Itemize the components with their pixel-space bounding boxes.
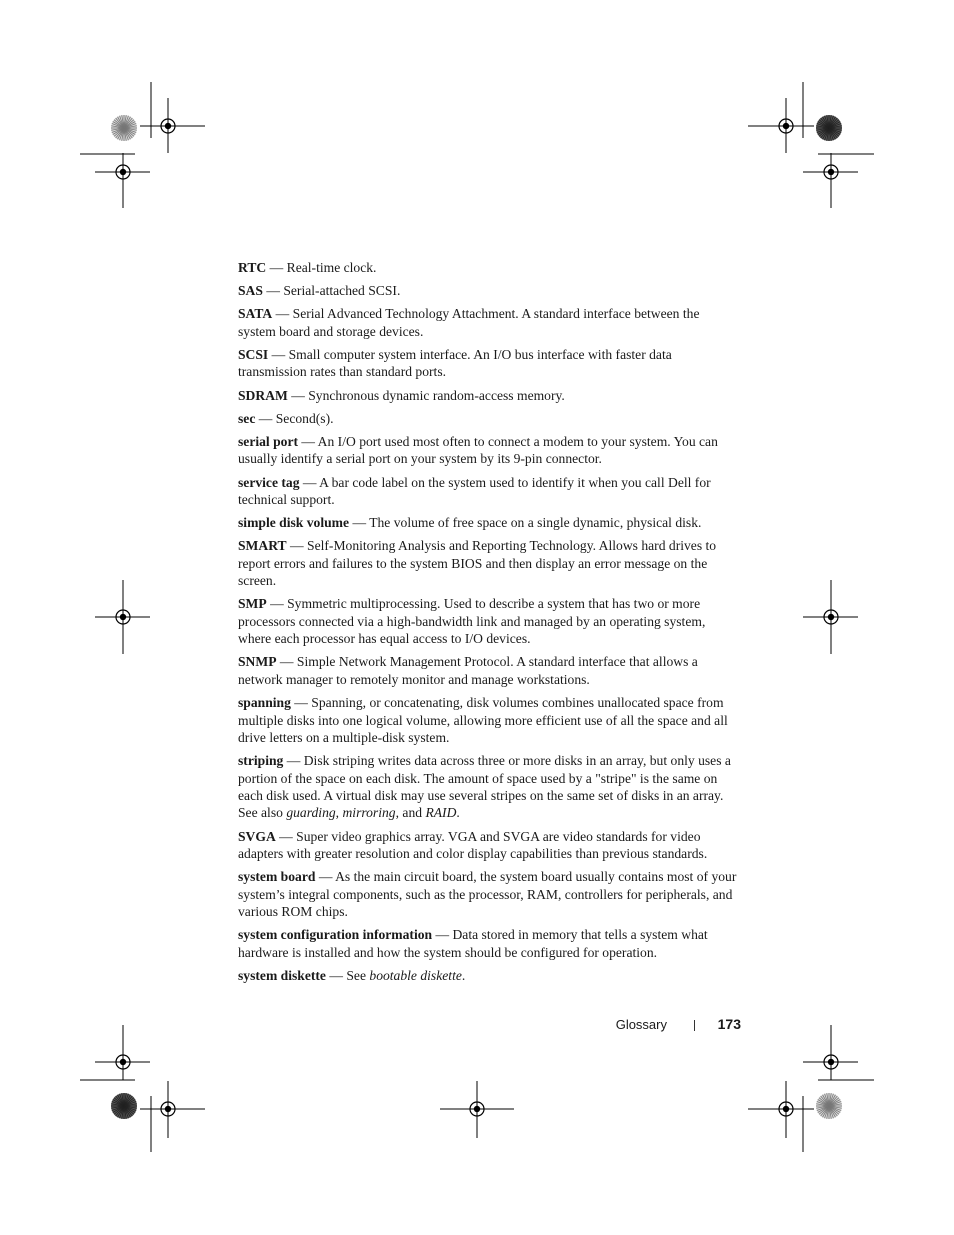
star-target-icon (816, 1093, 842, 1119)
glossary-term: SATA (238, 306, 273, 322)
glossary-term: SCSI (238, 347, 269, 363)
cross-reference: bootable diskette (369, 967, 462, 983)
glossary-term: RTC (238, 260, 267, 275)
star-target-icon (111, 115, 137, 141)
glossary-definition: An I/O port used most often to connect a modem to your system. You can usually identify a serial port on your system by its 9-pin connector. (238, 434, 718, 467)
glossary-definition: Spanning, or concatenating, disk volumes combines unallocated space from multiple disks into one logical volume, allowing more efficient use of all the space and all drive letters on a multiple-disk system. (238, 695, 728, 745)
cross-reference: guarding (286, 805, 336, 821)
glossary-definition: Self-Monitoring Analysis and Reporting Technology. Allows hard drives to report errors and failures to the system BIOS and then display an error message on the screen. (238, 538, 717, 589)
star-target-icon (111, 1093, 137, 1119)
glossary-term: SDRAM (238, 387, 288, 403)
glossary-entry: spanning — Spanning, or concatenating, disk volumes combines unallocated space from multiple disks into one logical volume, allowing more efficient use of all the space and all drive letters on a multiple-disk system. (238, 695, 728, 745)
glossary-definition: Second(s). (275, 410, 334, 426)
cross-reference: RAID (425, 805, 457, 821)
glossary-definition: Symmetric multiprocessing. Used to describe a system that has two or more processors connected via a high-bandwidth link and managed by an operating system, where each processor has equal access to I/O devices. (238, 596, 706, 647)
glossary-term: SMART (238, 538, 287, 554)
glossary-entry: sec — Second(s). (238, 410, 334, 426)
glossary-definition: Serial Advanced Technology Attachment. A standard interface between the system board and storage devices. (238, 306, 700, 339)
glossary-term: SAS (238, 283, 263, 299)
glossary-term: system diskette (238, 967, 326, 983)
glossary-term: striping (238, 753, 284, 769)
glossary-term: system configuration information (238, 927, 433, 943)
glossary-entry: SVGA — Super video graphics array. VGA and SVGA are video standards for video adapters with greater resolution and color display capabilities than previous standards. (238, 828, 708, 861)
glossary-entry: simple disk volume — The volume of free space on a single dynamic, physical disk. (238, 515, 702, 531)
glossary-term: simple disk volume (238, 515, 350, 531)
glossary-entry: system diskette — See bootable diskette. (238, 967, 466, 983)
glossary-entry: SMART — Self-Monitoring Analysis and Reporting Technology. Allows hard drives to report errors and failures to the system BIOS and then display an error message on the screen. (238, 538, 717, 589)
glossary-definition: Real-time clock. (286, 260, 377, 275)
glossary-entry: SATA — Serial Advanced Technology Attachment. A standard interface between the system board and storage devices. (238, 306, 700, 339)
glossary-definition: Data stored in memory that tells a system what hardware is installed and how the system should be configured for operation. (238, 927, 708, 960)
glossary-entry: service tag — A bar code label on the system used to identify it when you call Dell for technical support. (238, 474, 711, 508)
page-number: 173 (717, 1016, 741, 1032)
glossary-entry: SAS — Serial-attached SCSI. (238, 283, 401, 299)
glossary-entry: system board — As the main circuit board, the system board usually contains most of your system’s integral components, such as the processor, RAM, controllers for peripherals, and various ROM chips. (238, 869, 737, 919)
glossary-entry: RTC — Real-time clock. (238, 260, 377, 275)
glossary-term: SMP (238, 596, 267, 612)
star-target-icon (816, 115, 842, 141)
glossary-list (238, 259, 738, 990)
glossary-definition: Super video graphics array. VGA and SVGA are video standards for video adapters with greater resolution and color display capabilities than previous standards. (238, 828, 708, 861)
glossary-entry: SNMP — Simple Network Management Protocol. A standard interface that allows a network manager to remotely monitor and manage workstations. (238, 654, 698, 687)
glossary-entry: SMP — Symmetric multiprocessing. Used to describe a system that has two or more processors connected via a high-bandwidth link and managed by an operating system, where each processor has equal access to I/O devices. (238, 596, 706, 647)
glossary-definition: As the main circuit board, the system board usually contains most of your system’s integral components, such as the processor, RAM, controllers for peripherals, and various ROM chips. (238, 869, 737, 919)
glossary-definition: Serial-attached SCSI. (283, 283, 401, 299)
glossary-definition: Simple Network Management Protocol. A standard interface that allows a network manager to remotely monitor and manage workstations. (238, 654, 698, 687)
glossary-term: SVGA (238, 828, 276, 844)
glossary-definition: The volume of free space on a single dynamic, physical disk. (369, 515, 702, 531)
glossary-term: system board (238, 869, 316, 885)
glossary-definition: A bar code label on the system used to identify it when you call Dell for technical support. (238, 474, 711, 508)
glossary-term: spanning (238, 695, 291, 711)
glossary-entry: SCSI — Small computer system interface. An I/O bus interface with faster data transmission rates than standard ports. (238, 347, 672, 380)
glossary-term: service tag (238, 474, 300, 490)
glossary-definition: Small computer system interface. An I/O bus interface with faster data transmission rates than standard ports. (238, 347, 672, 380)
page-footer (560, 1015, 742, 1035)
glossary-term: sec (238, 410, 256, 426)
glossary-definition: Disk striping writes data across three or more disks in an array, but only uses a portion of the space on each disk. The amount of space used by a "stripe" is the same on each disk used. A virtual disk may use several stripes on the same set of disks in an array. See also (238, 753, 731, 821)
glossary-term: serial port (238, 434, 299, 450)
glossary-entry: system configuration information — Data stored in memory that tells a system what hardware is installed and how the system should be configured for operation. (238, 927, 708, 960)
footer-divider (694, 1020, 695, 1031)
footer-section-title: Glossary (615, 1017, 667, 1032)
glossary-entry: SDRAM — Synchronous dynamic random-access memory. (238, 387, 565, 403)
glossary-definition: See (346, 967, 370, 983)
cross-reference: mirroring (342, 805, 396, 821)
glossary-entry: striping — Disk striping writes data across three or more disks in an array, but only uses a portion of the space on each disk. The amount of space used by a "stripe" is the same on each disk used. A virtual disk may use several stripes on the same set of disks in an array. See also guarding, mirroring, and RAID. (238, 753, 731, 821)
glossary-definition: Synchronous dynamic random-access memory. (308, 387, 565, 403)
glossary-term: SNMP (238, 654, 277, 670)
glossary-entry: serial port — An I/O port used most often to connect a modem to your system. You can usually identify a serial port on your system by its 9-pin connector. (238, 434, 718, 467)
